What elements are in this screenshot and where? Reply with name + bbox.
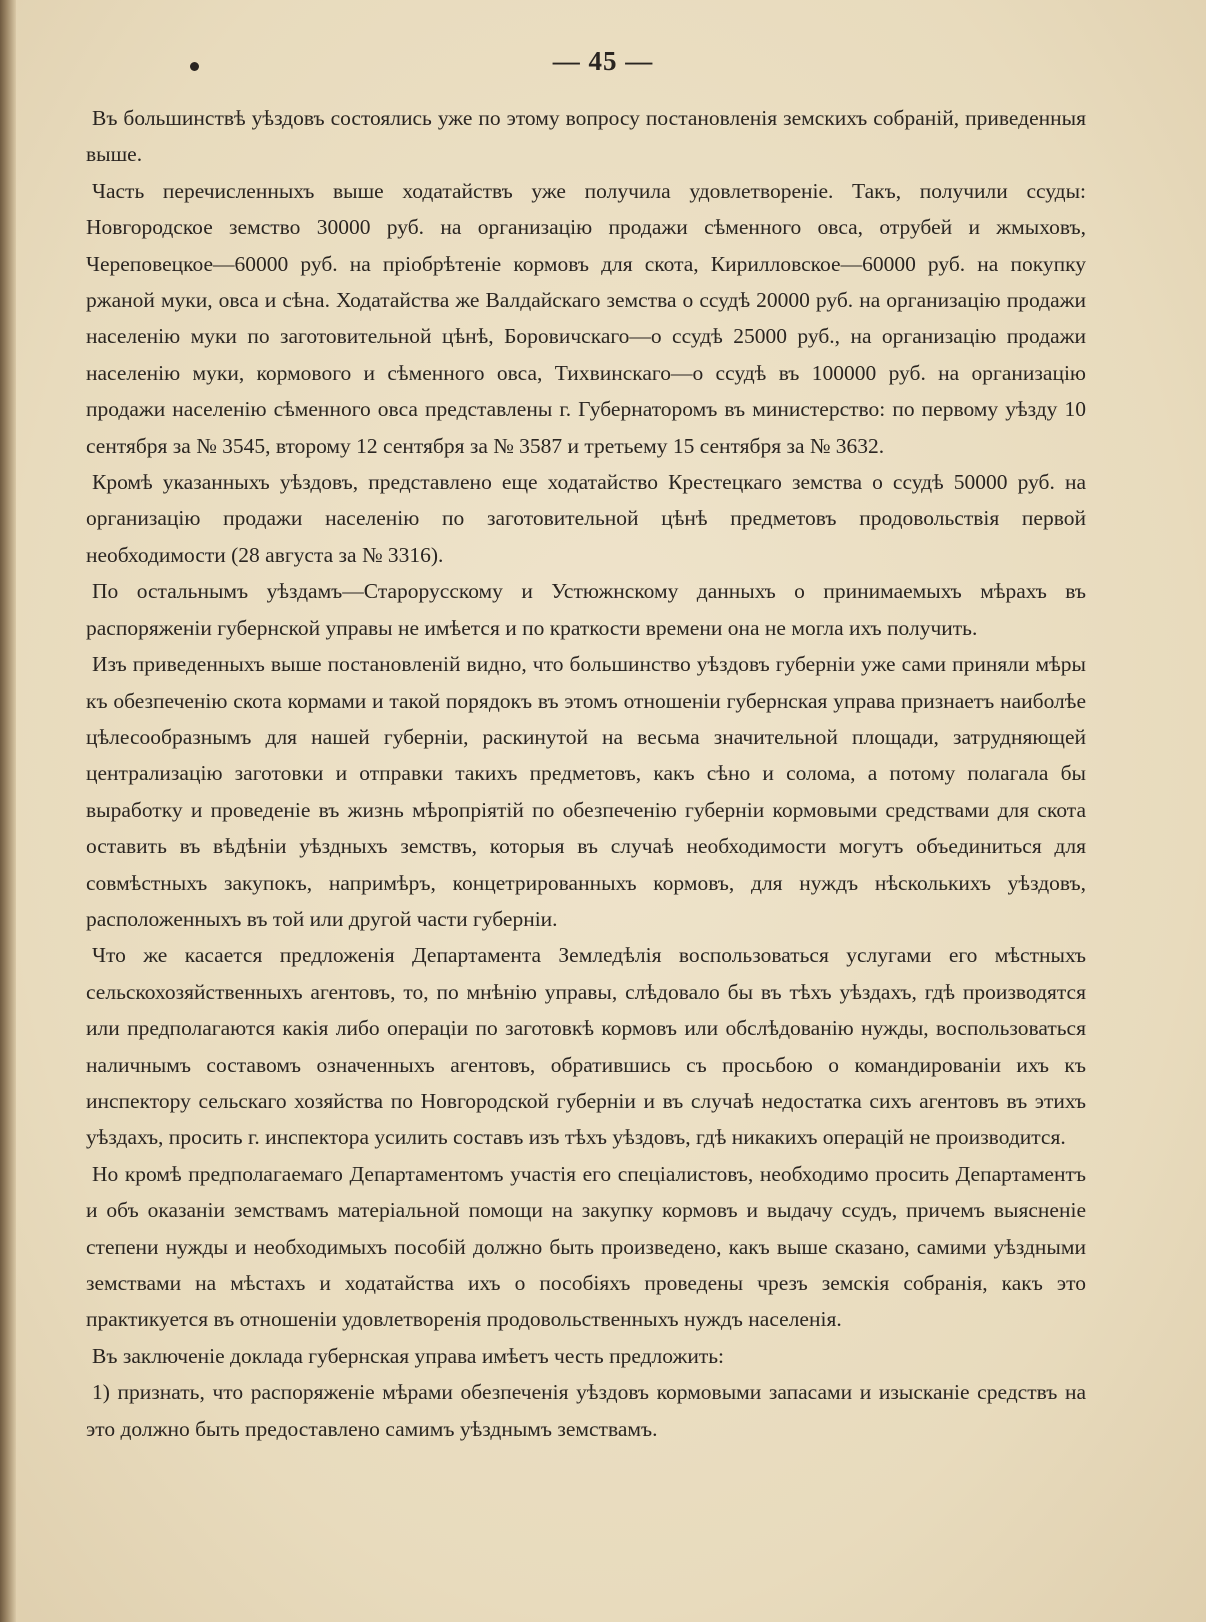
paragraph-3: Кромѣ указанныхъ уѣздовъ, представлено еще ходатайство Крестецкаго земства о ссудѣ 50000 руб. на организацію продажи населенію по заготовительной цѣнѣ предметовъ продовольствія первой необходимости (28 августа за № 3316). xyxy=(86,470,1086,567)
body-text xyxy=(86,100,1086,1447)
paragraph-5: Изъ приведенныхъ выше постановленій видно, что большинство уѣздовъ губерніи уже сами приняли мѣры къ обезпеченію скота кормами и такой порядокъ въ этомъ отношеніи губернская управа признаетъ наиболѣе цѣлесообразнымъ для нашей губерніи, раскинутой на весьма значительной площади, затрудняющей централизацію заготовки и отправки такихъ предметовъ, какъ сѣно и солома, а потому полагала бы выработку и проведеніе въ жизнь мѣропріятій по обезпеченію губерніи кормовыми средствами для скота оставить въ вѣдѣніи уѣздныхъ земствъ, которыя въ случаѣ необходимости могутъ объединиться для совмѣстныхъ закупокъ, напримѣръ, концетрированныхъ кормовъ, для нуждъ нѣсколькихъ уѣздовъ, расположенныхъ въ той или другой части губерніи. xyxy=(86,652,1086,931)
paragraph-7: Но кромѣ предполагаемаго Департаментомъ участія его спеціалистовъ, необходимо просить Департаментъ и объ оказаніи земствамъ матеріальной помощи на закупку кормовъ и выдачу ссудъ, причемъ выясненіе степени нужды и необходимыхъ пособій должно быть произведено, какъ выше сказано, самими уѣздными земствами на мѣстахъ и ходатайства ихъ о пособіяхъ проведены чрезъ земскія собранія, какъ это практикуется въ отношеніи удовлетворенія продовольственныхъ нуждъ населенія. xyxy=(86,1161,1086,1332)
paragraph-1: Въ большинствѣ уѣздовъ состоялись уже по этому вопросу постановленія земскихъ собраній, приведенныя выше. xyxy=(86,106,1086,167)
page-number: — 45 — xyxy=(552,46,654,76)
paragraph-9: 1) признать, что распоряженіе мѣрами обезпеченія уѣздовъ кормовыми запасами и изысканіе средствъ на это должно быть предоставлено самимъ уѣзднымъ земствамъ. xyxy=(86,1380,1086,1441)
paragraph-8: Въ заключеніе доклада губернская управа имѣетъ честь предложить: xyxy=(92,1343,725,1368)
paragraph-2: Часть перечисленныхъ выше ходатайствъ уже получила удовлетвореніе. Такъ, получили ссуды: Новгородское земство 30000 руб. на организацію продажи сѣменного овса, отрубей и жмыховъ, Череповецкое—60000 руб. на пріобрѣтеніе кормовъ для скота, Кирилловское—60000 руб. на покупку ржаной муки, овса и сѣна. Ходатайства же Валдайскаго земства о ссудѣ 20000 руб. на организацію продажи населенію муки по заготовительной цѣнѣ, Боровичскаго—о ссудѣ 25000 руб., на организацію продажи населенію муки, кормового и сѣменного овса, Тихвинскаго—о ссудѣ въ 100000 руб. на организацію продажи населенію сѣменного овса представлены г. Губернаторомъ въ министерство: по первому уѣзду 10 сентября за № 3545, второму 12 сентября за № 3587 и третьему 15 сентября за № 3632. xyxy=(86,178,1086,458)
paragraph-6: Что же касается предложенія Департамента Земледѣлія воспользоваться услугами его мѣстныхъ сельскохозяйственныхъ агентовъ, то, по мнѣнію управы, слѣдовало бы въ тѣхъ уѣздахъ, гдѣ производятся или предполагаются какія либо операціи по заготовкѣ кормовъ или обслѣдованію нужды, воспользоваться наличнымъ составомъ означенныхъ агентовъ, обратившись съ просьбою о командированіи ихъ къ инспектору сельскаго хозяйства по Новгородской губерніи и въ случаѣ недостатка сихъ агентовъ въ этихъ уѣздахъ, просить г. инспектора усилить составъ изъ тѣхъ уѣздовъ, гдѣ никакихъ операцій не производится. xyxy=(86,943,1086,1150)
page-binding-edge xyxy=(0,0,16,1622)
paragraph-4: По остальнымъ уѣздамъ—Старорусскому и Устюжнскому данныхъ о принимаемыхъ мѣрахъ въ распоряженіи губернской управы не имѣется и по краткости времени она не могла ихъ получить. xyxy=(86,579,1086,640)
